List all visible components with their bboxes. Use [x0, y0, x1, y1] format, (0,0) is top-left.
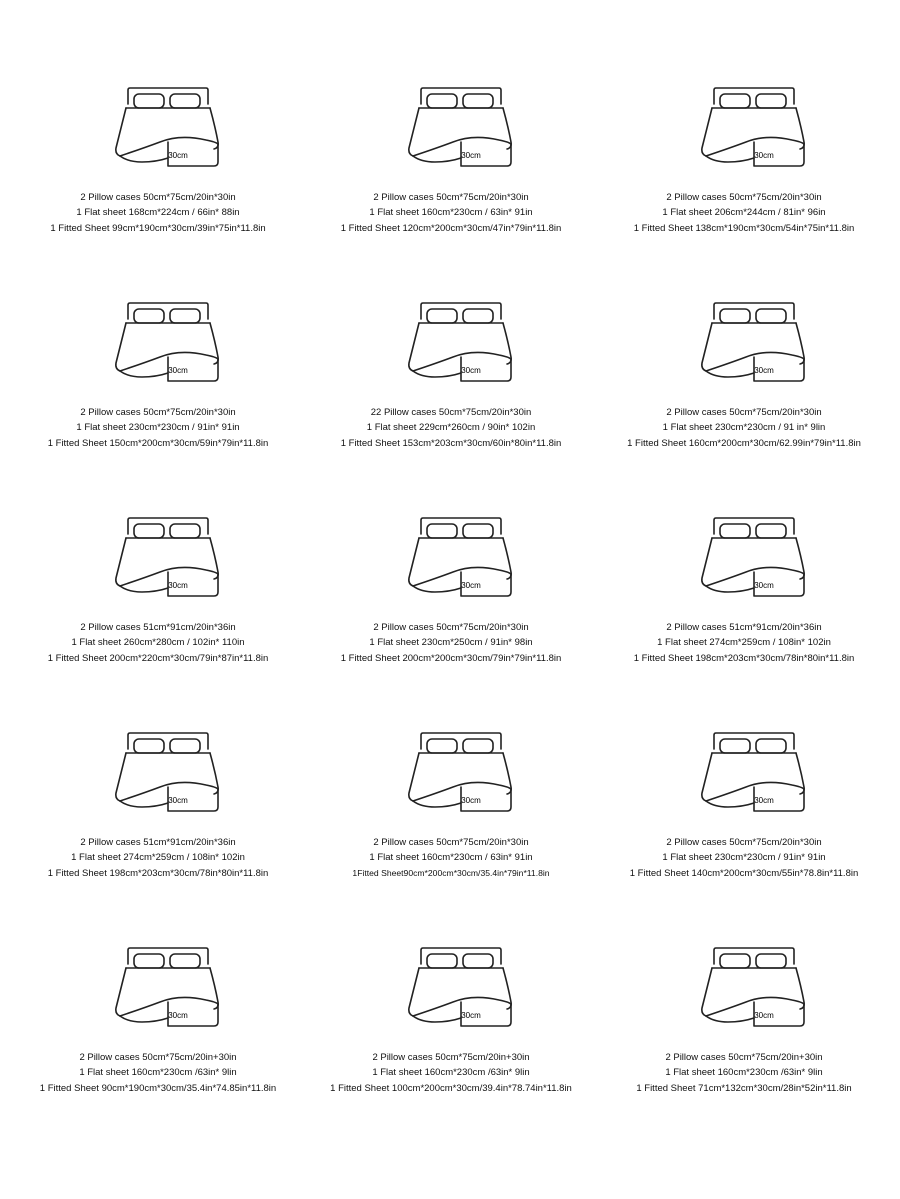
fitted-sheet-line: 1 Fitted Sheet 71cm*132cm*30cm/28in*52in*11.8in — [636, 1082, 852, 1094]
bed-icon — [108, 946, 228, 1036]
size-card — [301, 86, 601, 301]
fitted-sheet-line: 1 Fitted Sheet 150cm*200cm*30cm/59in*79in*11.8in — [47, 437, 269, 449]
pillow-case-line: 2 Pillow cases 51cm*91cm/20in*36in — [80, 622, 236, 633]
pillow-case-line: 2 Pillow cases 50cm*75cm/20in+30in — [372, 1052, 530, 1063]
size-caption — [301, 1050, 601, 1096]
depth-label: 30cm — [461, 366, 481, 375]
size-card — [594, 946, 894, 1161]
size-caption — [8, 405, 308, 451]
depth-label: 30cm — [461, 796, 481, 805]
pillow-case-line: 22 Pillow cases 50cm*75cm/20in*30in — [370, 407, 532, 418]
pillow-case-line: 2 Pillow cases 50cm*75cm/20in*30in — [80, 407, 236, 418]
size-card — [301, 301, 601, 516]
size-caption — [594, 405, 894, 451]
size-card — [301, 516, 601, 731]
flat-sheet-line: 1 Flat sheet 230cm*250cm / 91in* 98in — [369, 637, 533, 649]
fitted-sheet-line: 1Fitted Sheet90cm*200cm*30cm/35.4in*79in*11.8in — [352, 867, 550, 878]
size-caption — [8, 620, 308, 666]
fitted-sheet-line: 1 Fitted Sheet 138cm*190cm*30cm/54in*75in*11.8in — [633, 222, 855, 234]
size-card — [594, 86, 894, 301]
depth-label: 30cm — [168, 366, 188, 375]
depth-label: 30cm — [754, 1011, 774, 1020]
flat-sheet-line: 1 Flat sheet 230cm*230cm / 91 in* 9lin — [662, 422, 826, 434]
flat-sheet-line: 1 Flat sheet 160cm*230cm /63in* 9lin — [79, 1067, 237, 1079]
pillow-case-line: 2 Pillow cases 51cm*91cm/20in*36in — [666, 622, 822, 633]
bed-icon — [108, 301, 228, 391]
depth-label: 30cm — [461, 151, 481, 160]
bed-icon — [694, 86, 814, 176]
depth-label: 30cm — [754, 366, 774, 375]
size-caption — [594, 190, 894, 236]
depth-label: 30cm — [461, 1011, 481, 1020]
fitted-sheet-line: 1 Fitted Sheet 160cm*200cm*30cm/62.99in*79in*11.8in — [627, 437, 861, 449]
bed-icon — [108, 86, 228, 176]
flat-sheet-line: 1 Flat sheet 274cm*259cm / 108in* 102in — [71, 852, 245, 864]
fitted-sheet-line: 1 Fitted Sheet 200cm*220cm*30cm/79in*87in*11.8in — [47, 652, 269, 664]
bed-icon — [694, 731, 814, 821]
size-card — [8, 946, 308, 1161]
flat-sheet-line: 1 Flat sheet 230cm*230cm / 91in* 91in — [76, 422, 240, 434]
pillow-case-line: 2 Pillow cases 50cm*75cm/20in*30in — [80, 192, 236, 203]
size-caption — [594, 835, 894, 881]
size-card — [301, 731, 601, 946]
fitted-sheet-line: 1 Fitted Sheet 140cm*200cm*30cm/55in*78.8in*11.8in — [629, 867, 859, 879]
fitted-sheet-line: 1 Fitted Sheet 153cm*203cm*30cm/60in*80in*11.8in — [340, 437, 562, 449]
size-caption — [8, 190, 308, 236]
flat-sheet-line: 1 Flat sheet 230cm*230cm / 91in* 91in — [662, 852, 826, 864]
flat-sheet-line: 1 Flat sheet 160cm*230cm /63in* 9lin — [372, 1067, 530, 1079]
pillow-case-line: 2 Pillow cases 50cm*75cm/20in*30in — [666, 407, 822, 418]
bed-icon — [401, 86, 521, 176]
size-card — [301, 946, 601, 1161]
pillow-case-line: 2 Pillow cases 50cm*75cm/20in*30in — [373, 622, 529, 633]
size-caption — [594, 1050, 894, 1096]
fitted-sheet-line: 1 Fitted Sheet 90cm*190cm*30cm/35.4in*74.85in*11.8in — [39, 1082, 277, 1094]
flat-sheet-line: 1 Flat sheet 160cm*230cm / 63in* 91in — [369, 852, 533, 864]
pillow-case-line: 2 Pillow cases 50cm*75cm/20in*30in — [666, 837, 822, 848]
flat-sheet-line: 1 Flat sheet 274cm*259cm / 108in* 102in — [657, 637, 831, 649]
size-card — [594, 731, 894, 946]
depth-label: 30cm — [754, 151, 774, 160]
bed-icon — [401, 731, 521, 821]
depth-label: 30cm — [168, 581, 188, 590]
pillow-case-line: 2 Pillow cases 50cm*75cm/20in*30in — [666, 192, 822, 203]
fitted-sheet-line: 1 Fitted Sheet 200cm*200cm*30cm/79in*79in*11.8in — [340, 652, 562, 664]
flat-sheet-line: 1 Flat sheet 160cm*230cm /63in* 9lin — [665, 1067, 823, 1079]
flat-sheet-line: 1 Flat sheet 206cm*244cm / 81in* 96in — [662, 207, 826, 219]
fitted-sheet-line: 1 Fitted Sheet 198cm*203cm*30cm/78in*80in*11.8in — [633, 652, 855, 664]
flat-sheet-line: 1 Flat sheet 229cm*260cm / 90in* 102in — [366, 422, 536, 434]
depth-label: 30cm — [461, 581, 481, 590]
depth-label: 30cm — [168, 796, 188, 805]
flat-sheet-line: 1 Flat sheet 168cm*224cm / 66in* 88in — [76, 207, 240, 219]
size-caption — [594, 620, 894, 666]
size-card — [8, 731, 308, 946]
size-caption — [301, 190, 601, 236]
pillow-case-line: 2 Pillow cases 50cm*75cm/20in+30in — [665, 1052, 823, 1063]
depth-label: 30cm — [754, 796, 774, 805]
pillow-case-line: 2 Pillow cases 50cm*75cm/20in*30in — [373, 837, 529, 848]
pillow-case-line: 2 Pillow cases 51cm*91cm/20in*36in — [80, 837, 236, 848]
pillow-case-line: 2 Pillow cases 50cm*75cm/20in+30in — [79, 1052, 237, 1063]
bed-icon — [694, 946, 814, 1036]
size-card — [8, 301, 308, 516]
bed-icon — [108, 516, 228, 606]
flat-sheet-line: 1 Flat sheet 160cm*230cm / 63in* 91in — [369, 207, 533, 219]
size-card — [594, 301, 894, 516]
fitted-sheet-line: 1 Fitted Sheet 100cm*200cm*30cm/39.4in*78.74in*11.8in — [330, 1082, 572, 1094]
depth-label: 30cm — [168, 1011, 188, 1020]
size-caption — [8, 1050, 308, 1096]
bed-icon — [401, 516, 521, 606]
depth-label: 30cm — [168, 151, 188, 160]
bed-icon — [401, 301, 521, 391]
size-caption — [301, 620, 601, 666]
flat-sheet-line: 1 Flat sheet 260cm*280cm / 102in* 110in — [71, 637, 245, 649]
size-caption — [8, 835, 308, 881]
size-card — [8, 86, 308, 301]
size-card — [8, 516, 308, 731]
bed-icon — [694, 301, 814, 391]
fitted-sheet-line: 1 Fitted Sheet 120cm*200cm*30cm/47in*79in*11.8in — [340, 222, 562, 234]
fitted-sheet-line: 1 Fitted Sheet 99cm*190cm*30cm/39in*75in*11.8in — [50, 222, 266, 234]
size-caption — [301, 405, 601, 451]
pillow-case-line: 2 Pillow cases 50cm*75cm/20in*30in — [373, 192, 529, 203]
bed-icon — [401, 946, 521, 1036]
size-caption — [301, 835, 601, 881]
bed-icon — [108, 731, 228, 821]
depth-label: 30cm — [754, 581, 774, 590]
fitted-sheet-line: 1 Fitted Sheet 198cm*203cm*30cm/78in*80in*11.8in — [47, 867, 269, 879]
bed-icon — [694, 516, 814, 606]
size-card — [594, 516, 894, 731]
